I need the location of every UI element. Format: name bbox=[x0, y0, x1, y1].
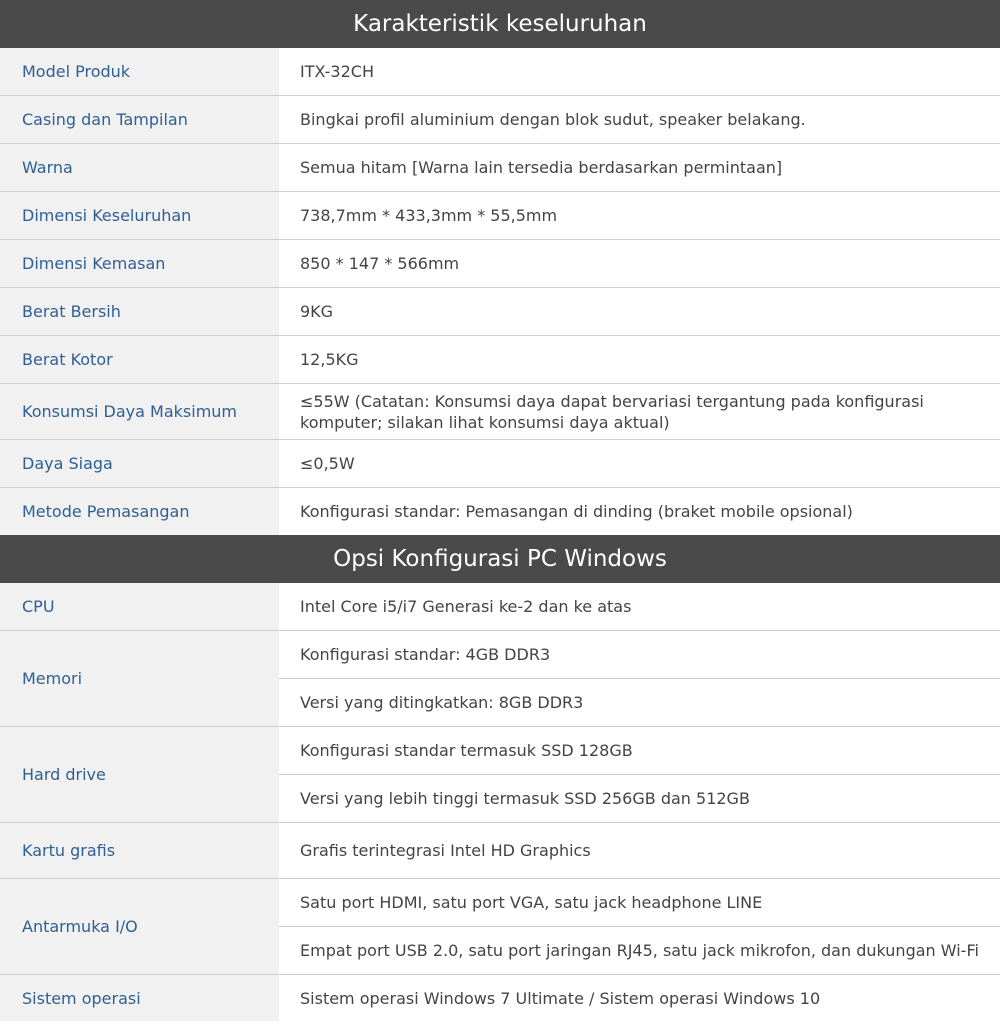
spec-value: Versi yang ditingkatkan: 8GB DDR3 bbox=[279, 679, 1000, 727]
spec-value: Konfigurasi standar: 4GB DDR3 bbox=[279, 631, 1000, 679]
section-header-windows bbox=[0, 535, 1000, 583]
spec-label: Sistem operasi bbox=[0, 975, 279, 1022]
spec-row-graphics bbox=[0, 823, 1000, 879]
section-title: Karakteristik keseluruhan bbox=[0, 0, 1000, 48]
spec-label: Metode Pemasangan bbox=[0, 488, 279, 536]
spec-value: Intel Core i5/i7 Generasi ke-2 dan ke atas bbox=[279, 583, 1000, 631]
spec-value: Grafis terintegrasi Intel HD Graphics bbox=[279, 823, 1000, 879]
spec-label: Model Produk bbox=[0, 48, 279, 96]
spec-value: Semua hitam [Warna lain tersedia berdasarkan permintaan] bbox=[279, 144, 1000, 192]
spec-row-mounting bbox=[0, 488, 1000, 536]
spec-value: 12,5KG bbox=[279, 336, 1000, 384]
spec-value: Versi yang lebih tinggi termasuk SSD 256GB dan 512GB bbox=[279, 775, 1000, 823]
spec-value: Sistem operasi Windows 7 Ultimate / Sistem operasi Windows 10 bbox=[279, 975, 1000, 1022]
spec-row-os bbox=[0, 975, 1000, 1022]
spec-row-standby-power bbox=[0, 440, 1000, 488]
spec-row-max-power bbox=[0, 384, 1000, 440]
spec-value: 9KG bbox=[279, 288, 1000, 336]
spec-label: Dimensi Keseluruhan bbox=[0, 192, 279, 240]
spec-label: Berat Bersih bbox=[0, 288, 279, 336]
spec-value: 738,7mm * 433,3mm * 55,5mm bbox=[279, 192, 1000, 240]
spec-row-io bbox=[0, 879, 1000, 927]
spec-label: Warna bbox=[0, 144, 279, 192]
spec-label: Casing dan Tampilan bbox=[0, 96, 279, 144]
spec-value: Konfigurasi standar: Pemasangan di dinding (braket mobile opsional) bbox=[279, 488, 1000, 536]
spec-row-net-weight bbox=[0, 288, 1000, 336]
spec-label: Memori bbox=[0, 631, 279, 727]
spec-row-dimensions bbox=[0, 192, 1000, 240]
spec-row-gross-weight bbox=[0, 336, 1000, 384]
spec-row-cpu bbox=[0, 583, 1000, 631]
spec-label: Konsumsi Daya Maksimum bbox=[0, 384, 279, 440]
spec-value: ≤55W (Catatan: Konsumsi daya dapat bervariasi tergantung pada konfigurasi komputer; silakan lihat konsumsi daya aktual) bbox=[279, 384, 1000, 440]
spec-label: Daya Siaga bbox=[0, 440, 279, 488]
spec-value: Empat port USB 2.0, satu port jaringan RJ45, satu jack mikrofon, dan dukungan Wi-Fi bbox=[279, 927, 1000, 975]
spec-value: Satu port HDMI, satu port VGA, satu jack headphone LINE bbox=[279, 879, 1000, 927]
spec-label: Berat Kotor bbox=[0, 336, 279, 384]
spec-value: ≤0,5W bbox=[279, 440, 1000, 488]
spec-row-hard-drive bbox=[0, 727, 1000, 775]
spec-label: Dimensi Kemasan bbox=[0, 240, 279, 288]
spec-row-color bbox=[0, 144, 1000, 192]
spec-label: CPU bbox=[0, 583, 279, 631]
spec-label: Hard drive bbox=[0, 727, 279, 823]
spec-row-package-dimensions bbox=[0, 240, 1000, 288]
spec-label: Antarmuka I/O bbox=[0, 879, 279, 975]
spec-row-casing bbox=[0, 96, 1000, 144]
spec-label: Kartu grafis bbox=[0, 823, 279, 879]
spec-value: Konfigurasi standar termasuk SSD 128GB bbox=[279, 727, 1000, 775]
section-header-overall bbox=[0, 0, 1000, 48]
section-title: Opsi Konfigurasi PC Windows bbox=[0, 535, 1000, 583]
spec-row-memory bbox=[0, 631, 1000, 679]
spec-value: ITX-32CH bbox=[279, 48, 1000, 96]
spec-row-model bbox=[0, 48, 1000, 96]
spec-value: 850 * 147 * 566mm bbox=[279, 240, 1000, 288]
spec-value: Bingkai profil aluminium dengan blok sudut, speaker belakang. bbox=[279, 96, 1000, 144]
